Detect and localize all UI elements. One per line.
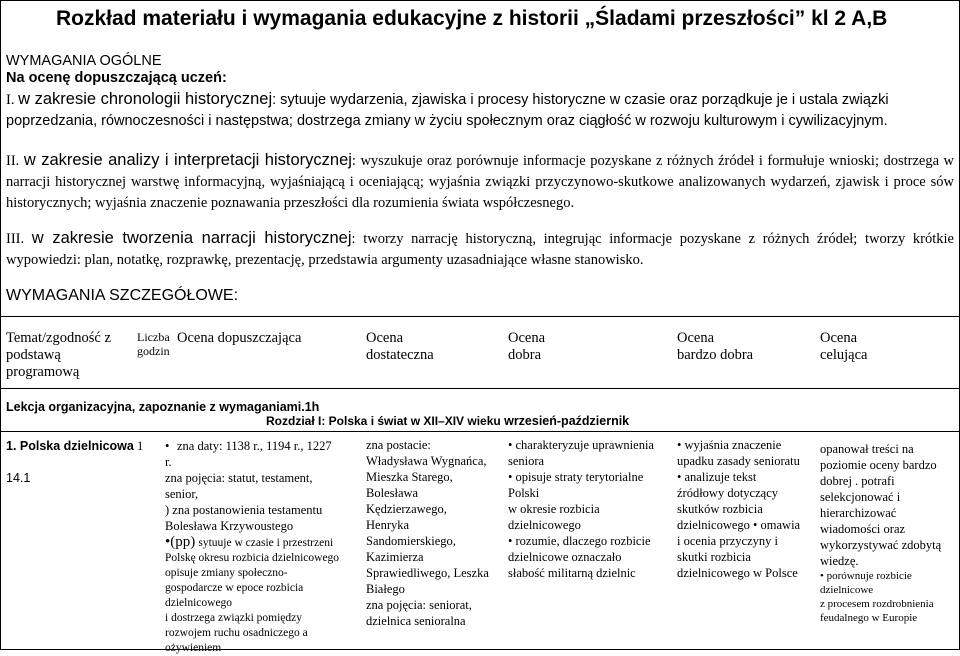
header-hours: Liczba godzin xyxy=(137,330,170,358)
header-bottom-rule xyxy=(0,388,960,389)
grade-pass-cell: • zna daty: 1138 r., 1194 r., 1227 r. zna pojęcia: statut, testament, senior, ) zna postanowienia testamentu Bolesława Krzywoustego •(pp) sytuuje w czasie i przestrzeni Polskę okresu rozbicia dzielnicowego opisuje zmiany społeczno- gospodarcze w epoce rozbicia dzielnicowego i dostrzega związki pomiędzy rozwojem ruchu osadniczego a ożywieniem xyxy=(165,439,340,654)
general-subheading: Na ocenę dopuszczającą uczeń: xyxy=(6,70,227,86)
header-grade-sufficient: Ocena dostateczna xyxy=(366,330,434,363)
section-title: Rozdział I: Polska i świat w XII–XIV wieku wrzesień-październik xyxy=(266,414,630,428)
header-grade-pass: Ocena dopuszczająca xyxy=(177,330,302,346)
page-title: Rozkład materiału i wymagania edukacyjne z historii „Śladami przeszłości” kl 2 A,B xyxy=(56,7,888,30)
grade-very-good-cell: • wyjaśnia znaczenie upadku zasady senioratu • analizuje tekst źródłowy dotyczący skutków rozbicia dzielnicowego • omawia i ocenia przyczyny i skutki rozbicia dzielnicowego w Polsce xyxy=(677,438,801,580)
lesson-row: Lekcja organizacyjna, zapoznanie z wymaganiami.1h xyxy=(6,400,320,414)
grade-sufficient-cell: zna postacie: Władysława Wygnańca, Mieszka Starego, Bolesława Kędzierzawego, Henryka Sandomierskiego, Kazimierza Sprawiedliwego, Leszka Białego zna pojęcia: seniorat, dzielnica senioralna xyxy=(366,438,489,628)
general-heading: WYMAGANIA OGÓLNE xyxy=(6,53,162,69)
requirement-chronology-lead: w zakresie chronologii historycznej xyxy=(18,90,273,108)
detailed-heading: WYMAGANIA SZCZEGÓŁOWE: xyxy=(6,287,239,304)
table-top-rule xyxy=(0,316,960,317)
header-grade-good: Ocena dobra xyxy=(508,330,546,363)
hours-cell: 1 xyxy=(137,439,144,453)
requirement-analysis: II. w zakresie analizy i interpretacji historycznej: wyszukuje oraz porównuje informacje pozyskane z różnych źródeł i formułuje wnioski; dostrzega w narracji historycznej warstwę informacyjną, wyjaśniającą i oceniającą; wyjaśnia związki przyczynowo-skutkowe analizowanych wydarzeń, zjawisk i proce sów historycznych; wyjaśnia znaczenie poznawania przeszłości dla rozumienia świata współczesnego. xyxy=(6,151,955,211)
header-grade-excellent: Ocena celująca xyxy=(820,330,868,363)
requirement-narration: III. w zakresie tworzenia narracji historycznej: tworzy narrację historyczną, integrując informacje pozyskane z różnych źródeł; tworzy krótkie wypowiedzi: plan, notatkę, rozprawkę, prezentację, przedstawia argumenty uzasadniające własne stanowisko. xyxy=(6,229,954,268)
header-grade-very-good: Ocena bardzo dobra xyxy=(677,330,754,363)
grade-good-cell: • charakteryzuje uprawnienia seniora • opisuje straty terytorialne Polski w okresie rozbicia dzielnicowego • rozumie, dlaczego rozbicie dzielnicowe oznaczało słabość militarną dzielnic xyxy=(508,438,654,580)
topic-cell: 1. Polska dzielnicowa xyxy=(6,439,134,453)
requirement-narration-lead: w zakresie tworzenia narracji historycznej xyxy=(31,229,352,247)
requirement-chronology: I. w zakresie chronologii historycznej: sytuuje wydarzenia, zjawiska i procesy historyczne w czasie oraz porządkuje je i ustala związki poprzedzania, równoczesności i następstwa; dostrzega zmiany w życiu społecznym oraz ciągłość w rozwoju kulturowym i cywilizacyjnym. xyxy=(6,90,889,129)
topic-code: 14.1 xyxy=(6,471,31,485)
section-bottom-rule xyxy=(0,431,960,432)
grade-excellent-cell: opanował treści na poziomie oceny bardzo dobrej . potrafi selekcjonować i hierarchizować wiadomości oraz wykorzystywać zdobytą wiedzę. • porównuje rozbicie dzielnicowe z procesem rozdrobnienia feudalnego w Europie xyxy=(820,442,942,624)
header-topic: Temat/zgodność z podstawą programową xyxy=(6,330,111,380)
requirement-analysis-lead: w zakresie analizy i interpretacji historycznej xyxy=(23,151,352,169)
